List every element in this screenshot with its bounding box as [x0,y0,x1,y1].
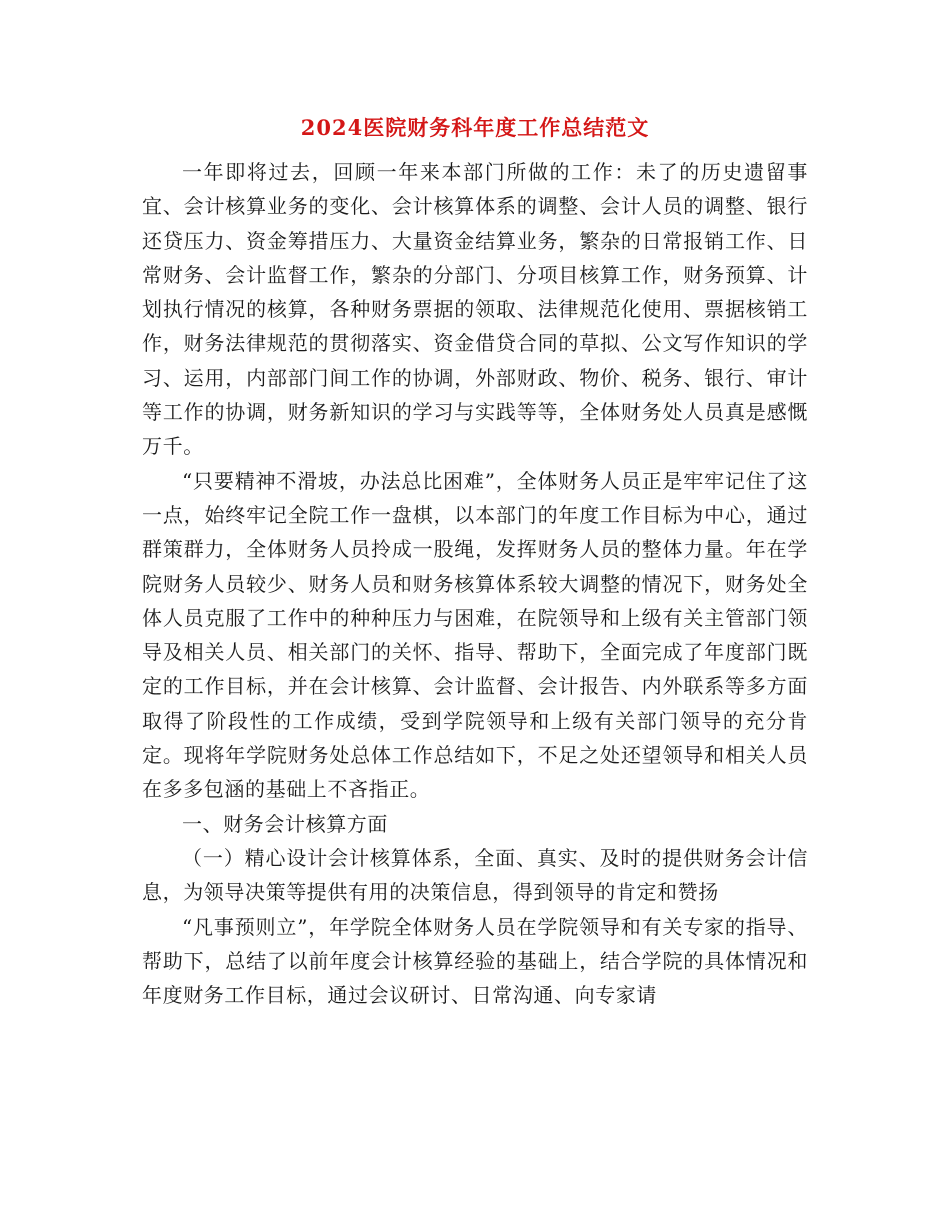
document-body [142,155,808,1012]
paragraph-overview: “只要精神不滑坡，办法总比困难”，全体财务人员正是牢牢记住了这一点，始终牢记全院工作一盘棋，以本部门的年度工作目标为中心，通过群策群力，全体财务人员拎成一股绳，发挥财务人员的整体力量。年在学院财务人员较少、财务人员和财务核算体系较大调整的情况下，财务处全体人员克服了工作中的种种压力与困难，在院领导和上级有关主管部门领导及相关人员、相关部门的关怀、指导、帮助下，全面完成了年度部门既定的工作目标，并在会计核算、会计监督、会计报告、内外联系等多方面取得了阶段性的工作成绩，受到学院领导和上级有关部门领导的充分肯定。现将年学院财务处总体工作总结如下，不足之处还望领导和相关人员在多多包涵的基础上不吝指正。 [142,468,808,802]
paragraph-section-body: “凡事预则立”，年学院全体财务人员在学院领导和有关专家的指导、帮助下，总结了以前年度会计核算经验的基础上，结合学院的具体情况和年度财务工作目标，通过会议研讨、日常沟通、向专家请 [142,914,808,1008]
section-heading: 一、财务会计核算方面 [182,811,388,836]
paragraph-intro: 一年即将过去，回顾一年来本部门所做的工作：未了的历史遗留事宜、会计核算业务的变化、会计核算体系的调整、会计人员的调整、银行还贷压力、资金筹措压力、大量资金结算业务，繁杂的日常报销工作、日常财务、会计监督工作，繁杂的分部门、分项目核算工作，财务预算、计划执行情况的核算，各种财务票据的领取、法律规范化使用、票据核销工作，财务法律规范的贯彻落实、资金借贷合同的草拟、公文写作知识的学习、运用，内部部门间工作的协调，外部财政、物价、税务、银行、审计等工作的协调，财务新知识的学习与实践等等，全体财务处人员真是感慨万千。 [142,160,808,459]
subsection-heading: （一）精心设计会计核算体系，全面、真实、及时的提供财务会计信息，为领导决策等提供有用的决策信息，得到领导的肯定和赞扬 [142,845,808,905]
document-title: 2024医院财务科年度工作总结范文 [300,115,650,140]
